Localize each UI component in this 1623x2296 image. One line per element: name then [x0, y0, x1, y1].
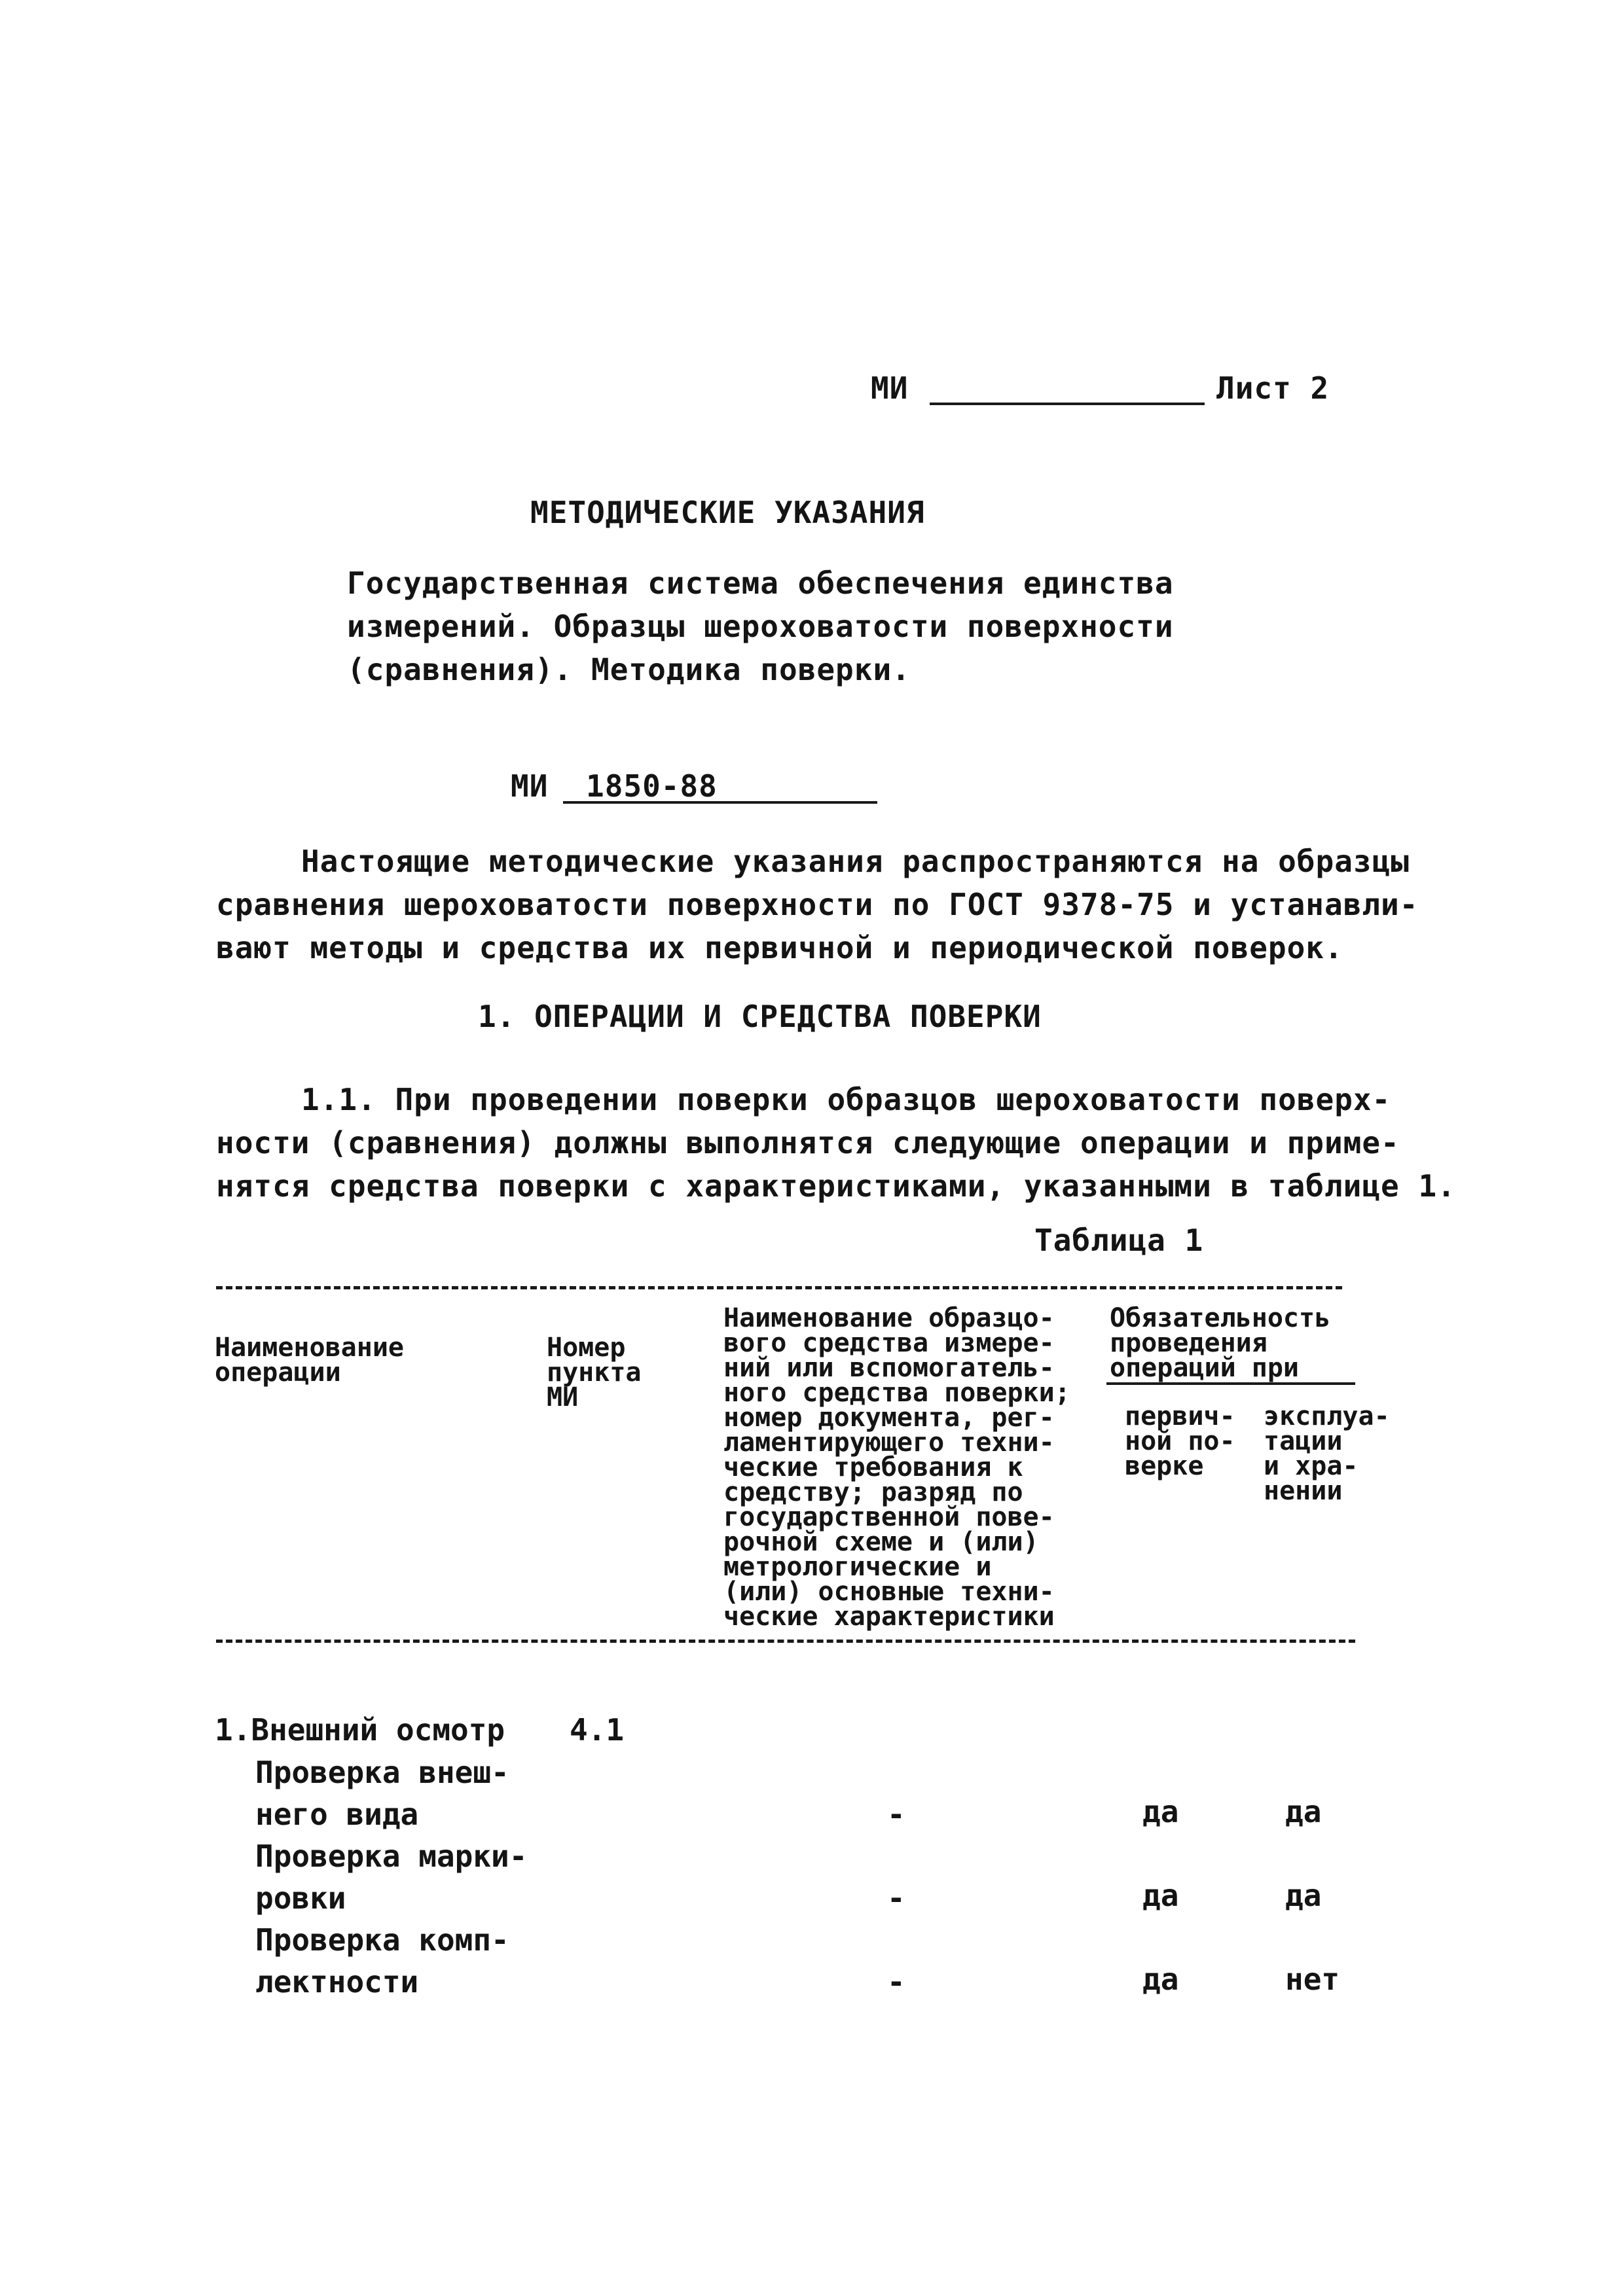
- header-obligation-3: операций при: [1110, 1353, 1299, 1383]
- table-header-rule: [216, 1640, 1355, 1643]
- row-1-means: -: [887, 1797, 905, 1832]
- header-operation-2: операции: [215, 1357, 341, 1388]
- row-3-means: -: [887, 1964, 905, 2000]
- header-obligation-1: Обязательность: [1110, 1303, 1331, 1333]
- row-2-means: -: [887, 1880, 905, 1916]
- header-means-12: (или) основные техни-: [723, 1577, 1055, 1607]
- para-1-1-line-2: ности (сравнения) должны выполнятся следующие операции и приме-: [216, 1125, 1400, 1160]
- header-means-8: средству; разряд по: [723, 1477, 1023, 1507]
- row-2-primary: да: [1142, 1878, 1179, 1913]
- header-storage-3: и хра-: [1264, 1451, 1359, 1481]
- group-operation-name: 1.Внешний осмотр: [215, 1712, 505, 1748]
- row-3-name-2: лектности: [255, 1964, 419, 2000]
- row-2-name-2: ровки: [255, 1880, 346, 1916]
- header-means-9: государственной пове-: [723, 1502, 1055, 1532]
- header-means-3: ний или вспомогатель-: [723, 1353, 1055, 1383]
- row-3-name-1: Проверка комп-: [255, 1922, 509, 1958]
- row-3-operation: нет: [1285, 1962, 1340, 1997]
- header-item-2: пункта: [547, 1357, 642, 1388]
- doc-number-value: 1850-88: [586, 768, 718, 804]
- section-1-heading: 1. ОПЕРАЦИИ И СРЕДСТВА ПОВЕРКИ: [478, 999, 1042, 1034]
- para-1-1-line-1: 1.1. При проведении поверки образцов шероховатости поверх-: [301, 1082, 1391, 1117]
- header-storage-1: эксплуа-: [1264, 1401, 1390, 1431]
- row-1-operation: да: [1285, 1794, 1322, 1829]
- row-2-name-1: Проверка марки-: [255, 1839, 528, 1874]
- header-storage-2: тации: [1264, 1426, 1343, 1456]
- doc-title-line-3: (сравнения). Методика поверки.: [347, 652, 911, 687]
- header-operation-1: Наименование: [215, 1333, 404, 1363]
- header-code-underline: [930, 403, 1205, 405]
- header-means-10: рочной схеме и (или): [723, 1527, 1039, 1557]
- header-means-2: вого средства измере-: [723, 1328, 1055, 1358]
- header-means-5: номер документа, рег-: [723, 1403, 1055, 1433]
- header-storage-4: нении: [1264, 1476, 1343, 1506]
- header-primary-1: первич-: [1125, 1401, 1235, 1431]
- header-primary-2: ной по-: [1125, 1426, 1235, 1456]
- intro-line-1: Настоящие методические указания распространяются на образцы: [301, 844, 1410, 879]
- header-code: МИ: [871, 370, 909, 406]
- para-1-1-line-3: нятся средства поверки с характеристиками, указанными в таблице 1.: [216, 1168, 1456, 1204]
- table-label: Таблица 1: [1034, 1223, 1204, 1258]
- header-means-13: ческие характеристики: [723, 1602, 1055, 1632]
- intro-line-2: сравнения шероховатости поверхности по ГОСТ 9378-75 и устанавли-: [216, 887, 1419, 922]
- header-item-3: МИ: [547, 1382, 579, 1412]
- header-primary-3: верке: [1125, 1451, 1204, 1481]
- group-item-number: 4.1: [570, 1712, 625, 1748]
- row-1-primary: да: [1142, 1794, 1179, 1829]
- header-means-6: ламентирующего техни-: [723, 1427, 1055, 1458]
- intro-line-3: вают методы и средства их первичной и периодической поверок.: [216, 930, 1343, 965]
- header-obligation-2: проведения: [1110, 1328, 1267, 1358]
- header-means-11: метрологические и: [723, 1552, 992, 1582]
- header-means-4: ного средства поверки;: [723, 1378, 1070, 1408]
- doc-title-line-1: Государственная система обеспечения единства: [347, 565, 1174, 601]
- doc-title-line-2: измерений. Образцы шероховатости поверхности: [347, 609, 1174, 644]
- doc-number-underline: [563, 801, 877, 804]
- header-means-1: Наименование образцо-: [723, 1303, 1055, 1333]
- doc-number-prefix: МИ: [511, 768, 549, 804]
- header-means-7: ческие требования к: [723, 1452, 1023, 1482]
- row-1-name-1: Проверка внеш-: [255, 1755, 509, 1790]
- header-item-1: Номер: [547, 1333, 626, 1363]
- row-3-primary: да: [1142, 1962, 1179, 1997]
- table-top-rule: [216, 1286, 1342, 1289]
- sheet-label: Лист 2: [1216, 370, 1330, 406]
- row-1-name-2: него вида: [255, 1797, 419, 1832]
- row-2-operation: да: [1285, 1878, 1322, 1913]
- doc-type: МЕТОДИЧЕСКИЕ УКАЗАНИЯ: [530, 495, 925, 530]
- header-obligation-rule: [1106, 1382, 1355, 1385]
